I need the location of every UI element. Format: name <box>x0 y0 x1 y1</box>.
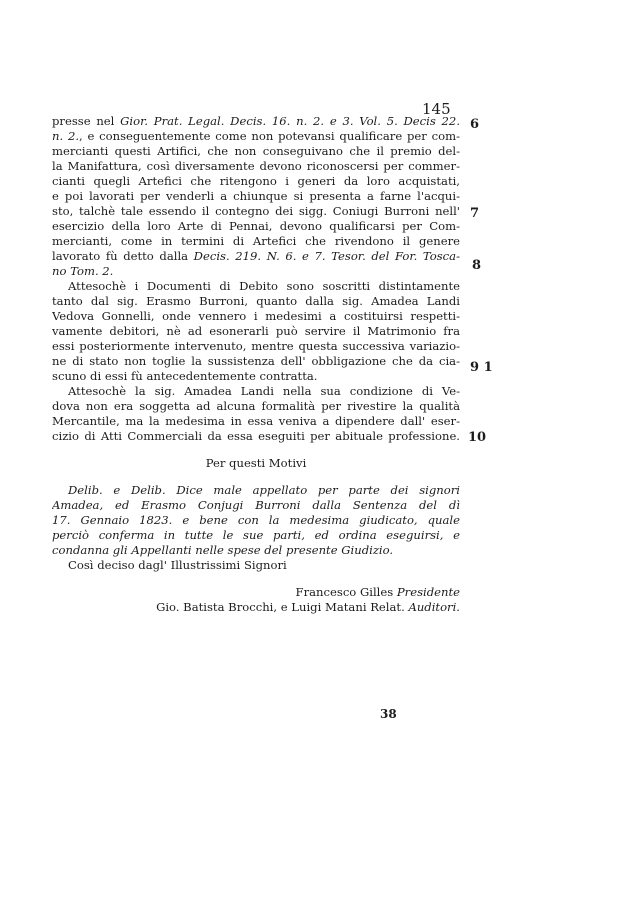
text-line: tanto dal sig. Erasmo Burroni, quanto dalla sig. Amadea Landi <box>52 294 460 308</box>
text-line: lavorato fù detto dalla Decis. 219. N. 6. e 7. Tesor. del For. Tosca- <box>52 249 460 263</box>
section-heading: Per questi Motivi <box>205 456 307 470</box>
text-line: cizio di Atti Commerciali da essa eseguiti per abituale professione. <box>52 429 460 443</box>
text-line: n. 2., e conseguentemente come non potevansi qualificare per com- <box>52 129 460 143</box>
text-line: mercianti, come in termini di Artefici che rivendono il genere <box>52 234 460 248</box>
decision-line: condanna gli Appellanti nelle spese del presente Giudizio. <box>52 543 394 557</box>
text-line: mercianti questi Artifici, che non conseguivano che il premio del- <box>52 144 460 158</box>
margin-note: 6 <box>470 117 480 132</box>
page-number: 145 <box>422 100 451 118</box>
text-line: ne di stato non toglie la sussistenza dell' obbligazione che da cia- <box>52 354 460 368</box>
text-line: scuno di essi fù antecedentemente contratta. <box>52 369 318 383</box>
text-line: e poi lavorati per venderli a chiunque si presenta a farne l'acqui- <box>52 189 460 203</box>
decision-line: perciò conferma in tutte le sue parti, ed ordina eseguirsi, e <box>52 528 460 542</box>
text-line: la Manifattura, così diversamente devono riconoscersi per commer- <box>52 159 460 173</box>
text-line: no Tom. 2. <box>52 264 114 278</box>
text-line: dova non era soggetta ad alcuna formalità per rivestire la qualità <box>52 399 460 413</box>
text-line: esercizio della loro Arte di Pennai, devono qualificarsi per Com- <box>52 219 460 233</box>
margin-note: 7 <box>470 206 480 221</box>
margin-note: 9 1 <box>470 360 493 375</box>
text-line: Attesochè i Documenti di Debito sono soscritti distintamente <box>68 279 460 293</box>
signature-number: 38 <box>380 707 397 721</box>
decision-line: Delib. e Delib. Dice male appellato per parte dei signori <box>68 483 460 497</box>
signature-line: Francesco Gilles Presidente <box>295 585 460 599</box>
document-body <box>52 114 460 615</box>
decision-line: Così deciso dagl' Illustrissimi Signori <box>68 558 287 572</box>
text-line: sto, talchè tale essendo il contegno dei sigg. Coniugi Burroni nell' <box>52 204 460 218</box>
decision-line: 17. Gennaio 1823. e bene con la medesima giudicato, quale <box>52 513 460 527</box>
decision-line: Amadea, ed Erasmo Conjugi Burroni dalla Sentenza del dì <box>52 498 460 512</box>
text-line: Mercantile, ma la medesima in essa veniva a dipendere dall' eser- <box>52 414 460 428</box>
text-line: essi posteriormente intervenuto, mentre questa successiva variazio- <box>52 339 460 353</box>
text-line: vamente debitori, nè ad esonerarli può servire il Matrimonio fra <box>52 324 460 338</box>
margin-note: 8 <box>472 258 482 273</box>
text-line: Attesochè la sig. Amadea Landi nella sua condizione di Ve- <box>68 384 460 398</box>
margin-note: 10 <box>468 430 487 445</box>
signature-line: Gio. Batista Brocchi, e Luigi Matani Relat. Auditori. <box>156 600 460 614</box>
text-line: cianti quegli Artefici che ritengono i generi da loro acquistati, <box>52 174 460 188</box>
text-line: presse nel Gior. Prat. Legal. Decis. 16. n. 2. e 3. Vol. 5. Decis 22. <box>52 114 460 128</box>
text-line: Vedova Gonnelli, onde vennero i medesimi a costituirsi respetti- <box>52 309 460 323</box>
